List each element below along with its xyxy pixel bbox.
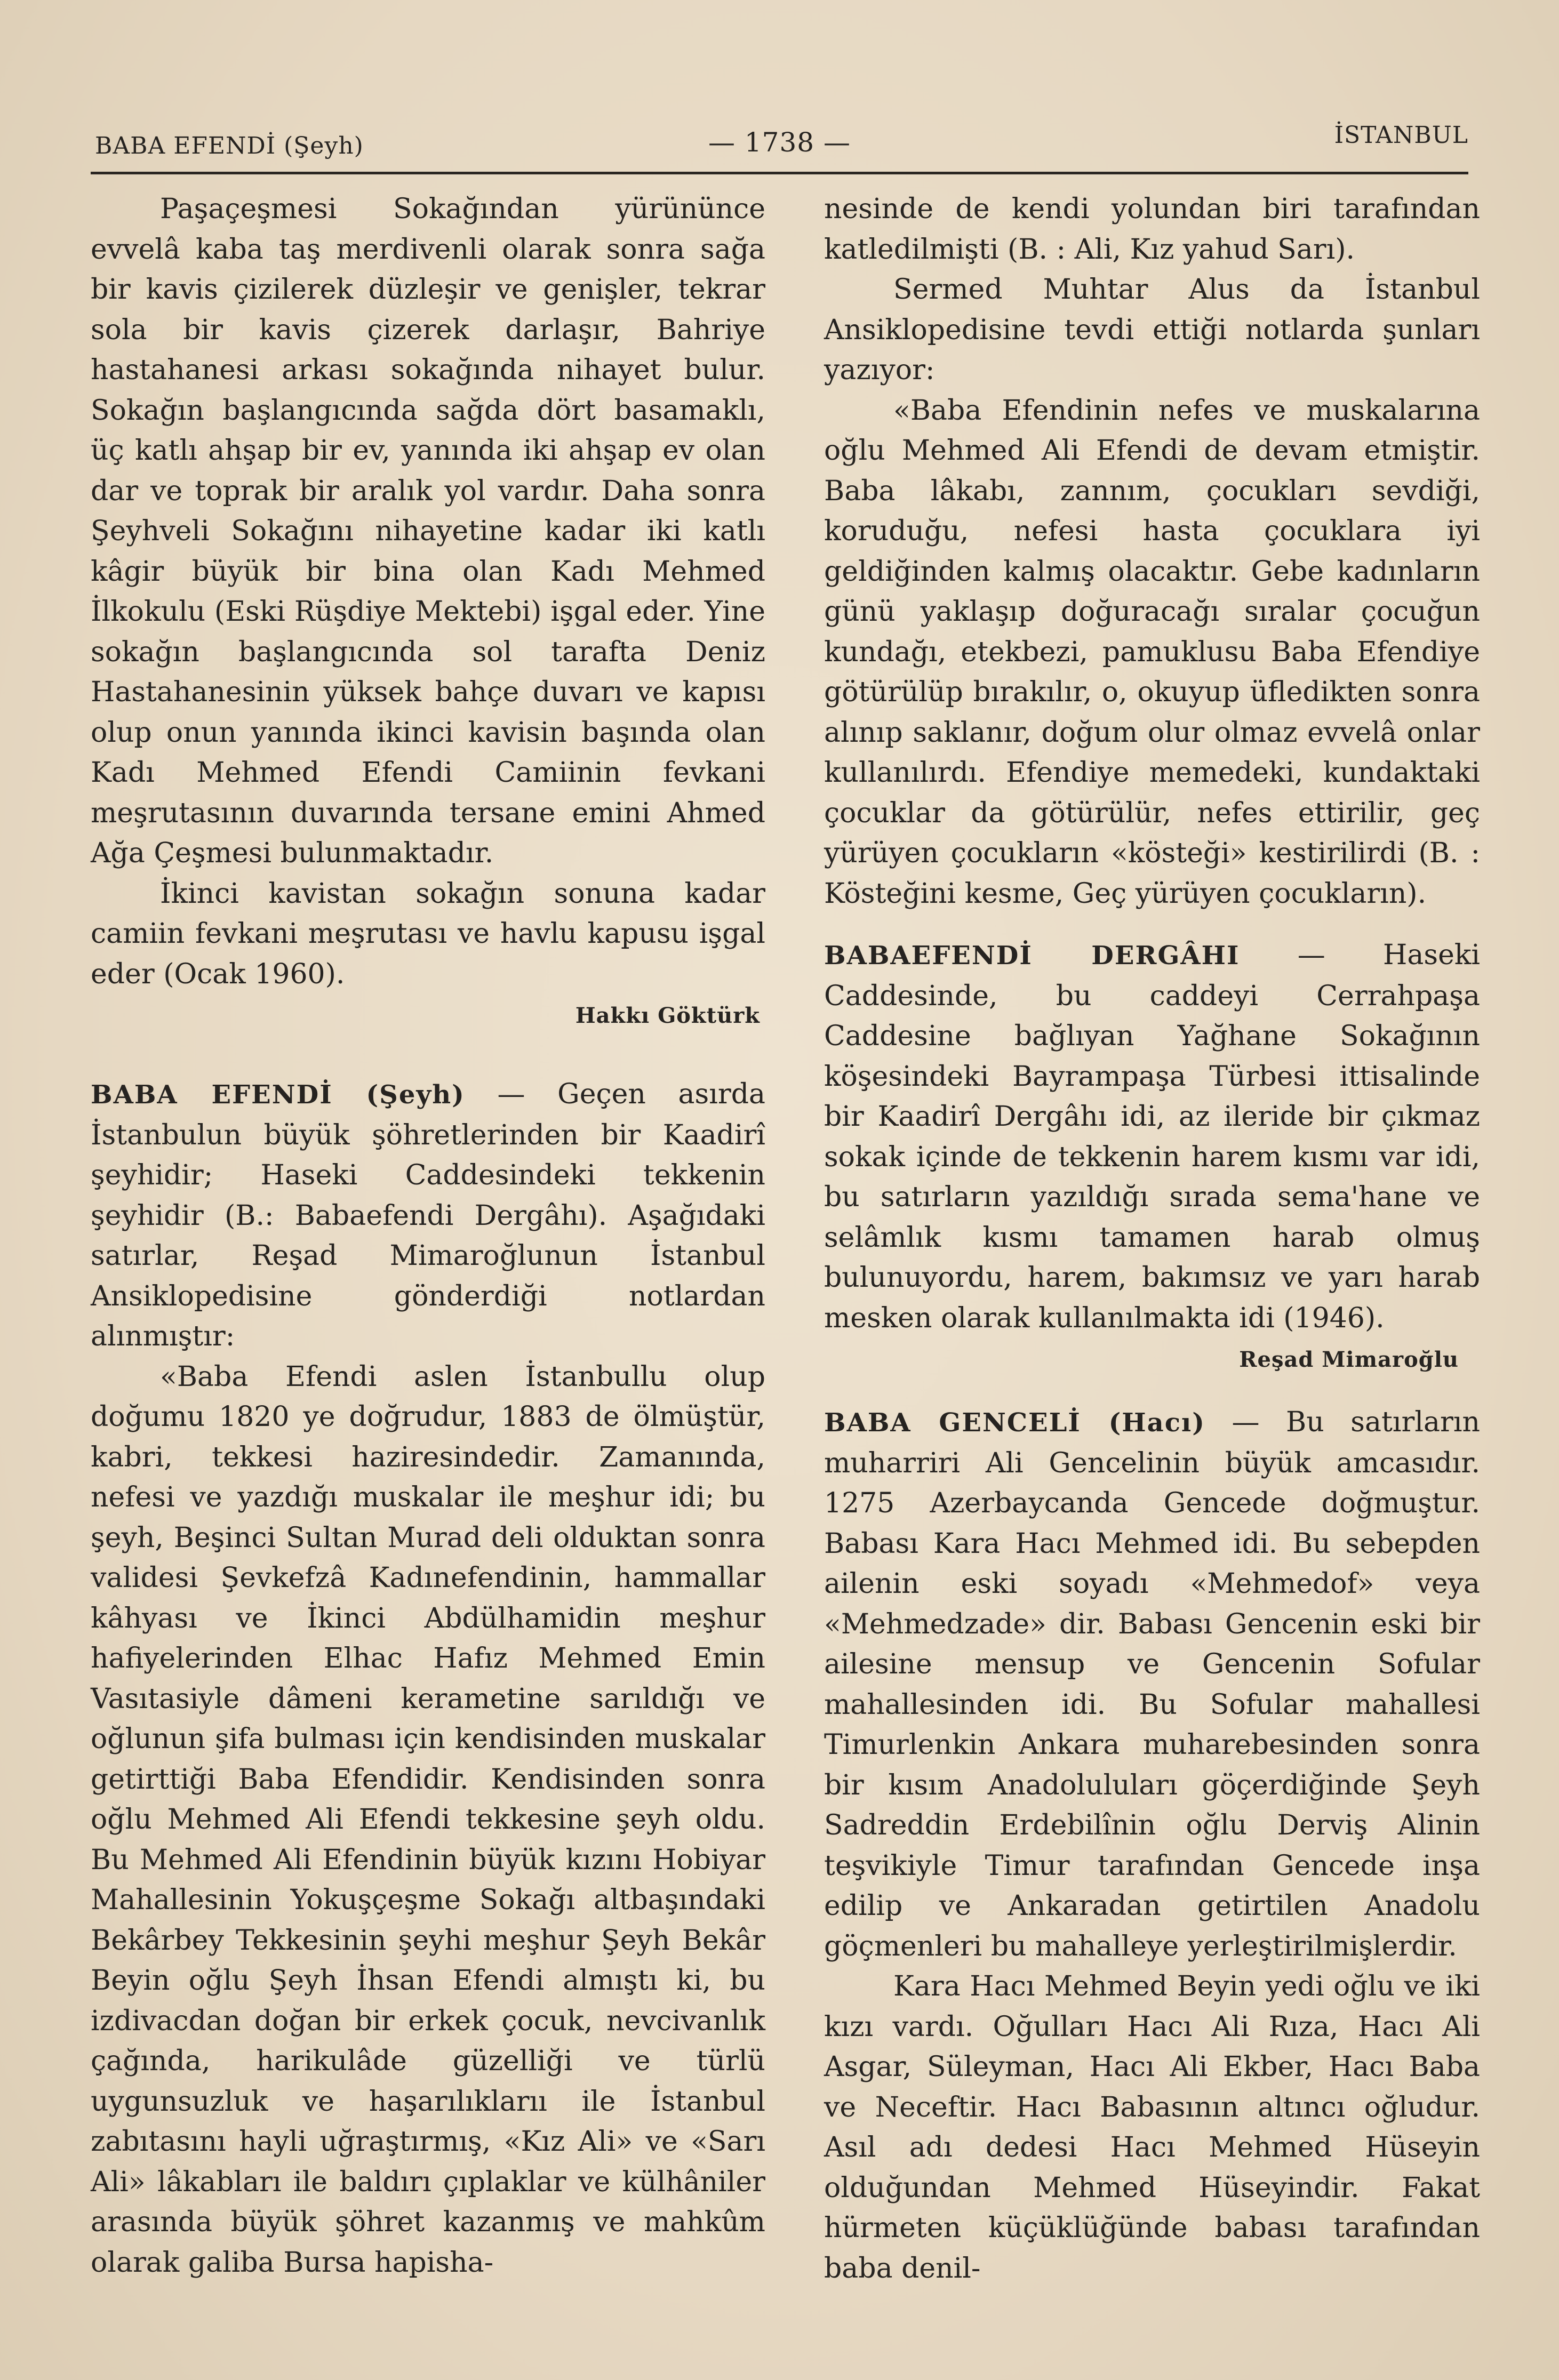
header-section-title: İSTANBUL	[1334, 122, 1468, 149]
paragraph: Paşaçeşmesi Sokağından yürününce evvelâ kaba taş merdivenli olarak sonra sağa bir kavis çizilerek düzleşir ve genişler, tekrar sola bir kavis çizerek darlaşır, Bahriye hastahanesi arkası sokağında nihayet bulur. Sokağın başlangıcında sağda dört basamaklı, üç katlı ahşap bir ev, yanında iki ahşap ev olan dar ve toprak bir aralık yol vardır. Daha sonra Şeyhveli Sokağını nihayetine kadar iki katlı kâgir büyük bir bina olan Kadı Mehmed İlkokulu (Eski Rüşdiye Mektebi) işgal eder. Yine sokağın başlangıcında sol tarafta Deniz Hastahanesinin yüksek bahçe duvarı ve kapısı olup onun yanında ikinci kavisin başında olan Kadı Mehmed Efendi Camiinin fevkani meşrutasının duvarında tersane emini Ahmed Ağa Çeşmesi bulunmaktadır.	[91, 193, 765, 869]
right-column	[824, 189, 1480, 2289]
paragraph: Kara Hacı Mehmed Beyin yedi oğlu ve iki kızı vardı. Oğulları Hacı Ali Rıza, Hacı Ali Asgar, Süleyman, Hacı Ali Ekber, Hacı Baba ve Neceftir. Hacı Babasının altıncı oğludur. Asıl adı dedesi Hacı Mehmed Hüseyin olduğundan Mehmed Hüseyindir. Fakat hürmeten küçüklüğünde babası tarafından baba denil-	[824, 1970, 1480, 2285]
entry-text: — Bu satırların muharriri Ali Gencelinin büyük amcasıdır. 1275 Azerbaycanda Gencede doğmuştur. Babası Kara Hacı Mehmed idi. Bu sebepden ailenin eski soyadı «Mehmedof» veya «Mehmedzade» dir. Babası Gencenin eski bir ailesine mensup ve Gencenin Sofular mahallesinden idi. Bu Sofular mahallesi Timurlenkin Ankara muharebesinden sonra bir kısım Anadoluluları göçerdiğinde Şeyh Sadreddin Erdebilînin oğlu Derviş Alinin teşvikiyle Timur tarafından Gencede inşa edilip ve Ankaradan getirtilen Anadolu göçmenleri bu mahalleye yerleştirilmişlerdir.	[824, 1406, 1480, 1962]
paragraph: nesinde de kendi yolundan biri tarafından katledilmişti (B. : Ali, Kız yahud Sarı).	[824, 193, 1480, 266]
left-column	[91, 189, 765, 2283]
entry-paragraph	[824, 1403, 1480, 1967]
entry-text: — Geçen asırda İstanbulun büyük şöhretlerinden bir Kaadirî şeyhidir; Haseki Caddesindeki tekkenin şeyhidir (B.: Babaefendi Dergâhı). Aşağıdaki satırlar, Reşad Mimaroğlunun İstanbul Ansiklopedisine gönderdiği notlardan alınmıştır:	[91, 1078, 765, 1352]
author-signature: Reşad Mimaroğlu	[1239, 1347, 1459, 1372]
entry-paragraph	[91, 1075, 765, 1357]
page-number: — 1738 —	[708, 127, 851, 158]
entry-text: — Haseki Caddesinde, bu caddeyi Cerrahpaşa Caddesine bağlıyan Yağhane Sokağının köşesindeki Bayrampaşa Türbesi ittisalinde bir Kaadirî Dergâhı idi, az ileride bir çıkmaz sokak içinde de tekkenin harem kısmı var idi, bu satırların yazıldığı sırada sema'hane ve selâmlık kısmı tamamen harab olmuş bulunuyordu, harem, bakımsız ve yarı harab mesken olarak kullanılmakta idi (1946).	[824, 939, 1480, 1334]
header-rule	[91, 172, 1468, 174]
author-signature: Hakkı Göktürk	[575, 1003, 760, 1028]
running-header	[91, 117, 1468, 165]
entry-headword: BABAEFENDİ DERGÂHI	[824, 941, 1240, 971]
entry-headword: BABA GENCELİ (Hacı)	[824, 1408, 1205, 1438]
paragraph: «Baba Efendinin nefes ve muskalarına oğlu Mehmed Ali Efendi de devam etmiştir. Baba lâkabı, zannım, çocukları sevdiği, koruduğu, nefesi hasta çocuklara iyi geldiğinden kalmış olacaktır. Gebe kadınların günü yaklaşıp doğuracağı sıralar çocuğun kundağı, etekbezi, pamuklusu Baba Efendiye götürülüp bırakılır, o, okuyup üfledikten sonra alınıp saklanır, doğum olur olmaz evvelâ onlar kullanılırdı. Efendiye memedeki, kundaktaki çocuklar da götürülür, nefes ettirilir, geç yürüyen çocukların «kösteği» kestirilirdi (B. : Kösteğini kesme, Geç yürüyen çocukların).	[824, 394, 1480, 910]
paragraph: Sermed Muhtar Alus da İstanbul Ansiklopedisine tevdi ettiği notlarda şunları yazıyor:	[824, 274, 1480, 386]
paragraph: İkinci kavistan sokağın sonuna kadar camiin fevkani meşrutası ve havlu kapusu işgal eder (Ocak 1960).	[91, 877, 765, 990]
header-entry-title: BABA EFENDİ (Şeyh)	[95, 132, 364, 159]
entry-headword: BABA EFENDİ (Şeyh)	[91, 1080, 465, 1110]
paragraph: «Baba Efendi aslen İstanbullu olup doğumu 1820 ye doğrudur, 1883 de ölmüştür, kabri, tekkesi haziresindedir. Zamanında, nefesi ve yazdığı muskalar ile meşhur idi; bu şeyh, Beşinci Sultan Murad deli olduktan sonra validesi Şevkefzâ Kadınefendinin, hammallar kâhyası ve İkinci Abdülhamidin meşhur hafiyelerinden Elhac Hafız Mehmed Emin Vasıtasiyle dâmeni kerametine sarıldığı ve oğlunun şifa bulması için kendisinden muskalar getirttiği Baba Efendidir. Kendisinden sonra oğlu Mehmed Ali Efendi tekkesine şeyh oldu. Bu Mehmed Ali Efendinin büyük kızını Hobiyar Mahallesinin Yokuşçeşme Sokağı altbaşındaki Bekârbey Tekkesinin şeyhi meşhur Şeyh Bekâr Beyin oğlu Şeyh İhsan Efendi almıştı ki, bu izdivacdan doğan bir erkek çocuk, nevcivanlık çağında, harikulâde güzelliği ve türlü uygunsuzluk ve haşarılıklarıı ile İstanbul zabıtasını hayli uğraştırmış, «Kız Ali» ve «Sarı Ali» lâkabları ile baldırı çıplaklar ve külhâniler arasında büyük şöhret kazanmış ve mahkûm olarak galiba Bursa hapisha-	[91, 1360, 765, 2279]
entry-paragraph	[824, 935, 1480, 1339]
